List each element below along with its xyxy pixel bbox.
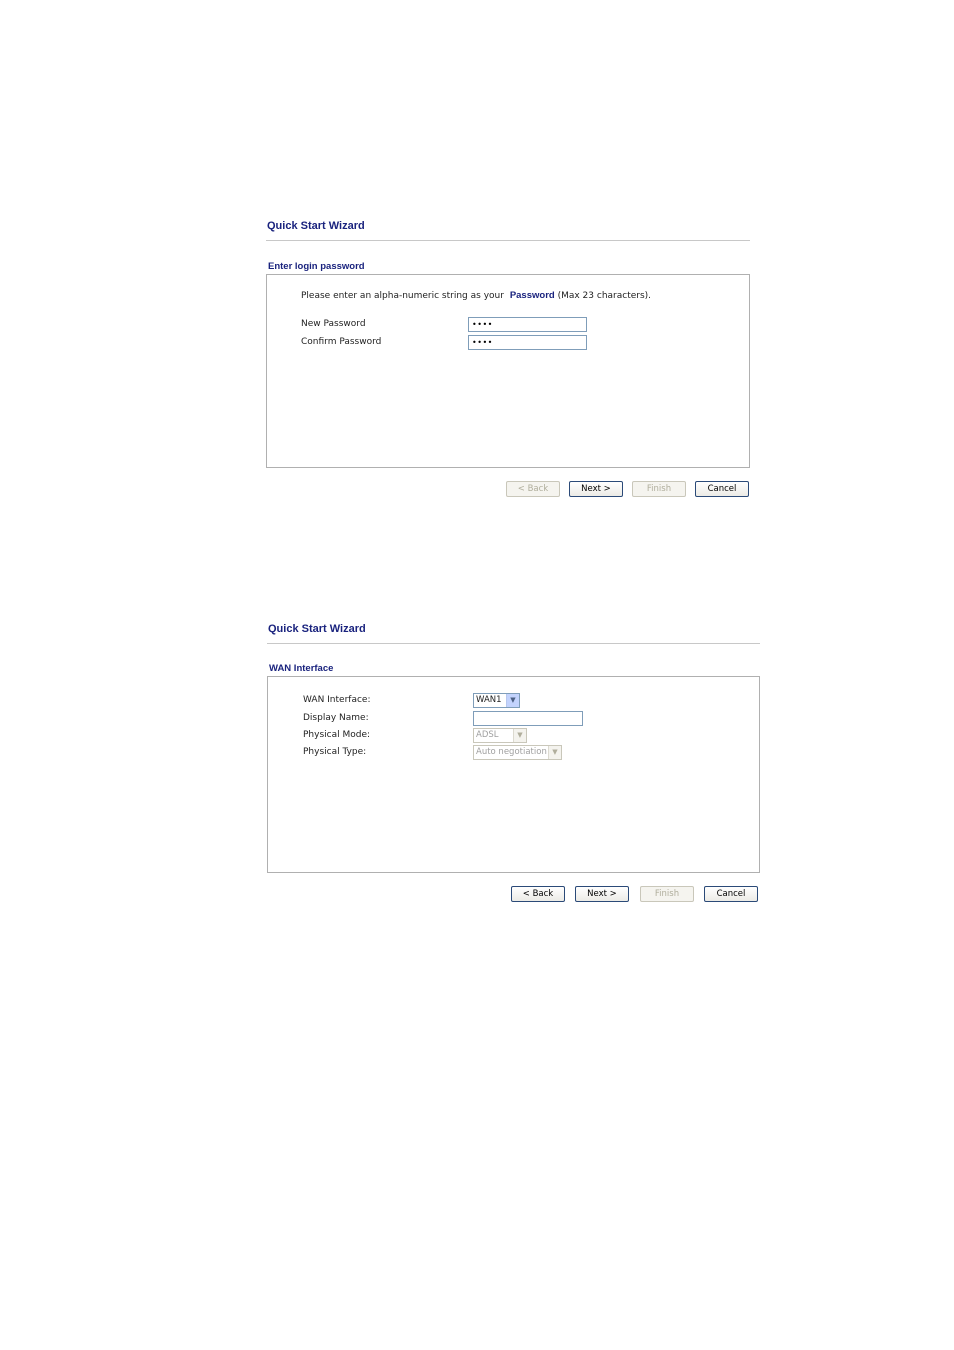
title-divider xyxy=(266,240,750,241)
back-button[interactable]: < Back xyxy=(511,886,565,902)
section-title: Enter login password xyxy=(268,261,365,272)
wan-panel xyxy=(267,676,760,873)
finish-button[interactable]: Finish xyxy=(640,886,694,902)
chevron-down-icon[interactable]: ▼ xyxy=(548,746,561,759)
wan-interface-value: WAN1 xyxy=(476,695,502,705)
button-bar xyxy=(266,481,750,499)
chevron-down-icon[interactable]: ▼ xyxy=(513,729,526,742)
physical-type-label: Physical Type: xyxy=(303,747,367,757)
physical-mode-label: Physical Mode: xyxy=(303,730,371,740)
back-button[interactable]: < Back xyxy=(506,481,560,497)
new-password-field[interactable]: •••• xyxy=(468,317,587,332)
wizard-title: Quick Start Wizard xyxy=(268,623,366,635)
intro-text-main: Please enter an alpha-numeric string as your xyxy=(301,291,504,301)
intro-suffix: (Max 23 characters). xyxy=(557,291,652,301)
display-name-field[interactable] xyxy=(473,711,583,726)
physical-mode-select[interactable] xyxy=(473,728,527,743)
wizard-wan-interface xyxy=(267,621,760,904)
cancel-button[interactable]: Cancel xyxy=(704,886,758,902)
button-bar xyxy=(267,886,760,904)
wizard-title: Quick Start Wizard xyxy=(267,220,365,232)
next-button[interactable]: Next > xyxy=(569,481,623,497)
wan-interface-select[interactable] xyxy=(473,693,520,708)
finish-button[interactable]: Finish xyxy=(632,481,686,497)
wan-interface-label: WAN Interface: xyxy=(303,695,371,705)
confirm-password-field[interactable]: •••• xyxy=(468,335,587,350)
intro-emphasis: Password xyxy=(509,290,555,301)
new-password-label: New Password xyxy=(301,319,366,329)
display-name-label: Display Name: xyxy=(303,713,369,723)
title-divider xyxy=(267,643,760,644)
next-button[interactable]: Next > xyxy=(575,886,629,902)
intro-text xyxy=(301,290,651,301)
confirm-password-label: Confirm Password xyxy=(301,337,382,347)
section-title: WAN Interface xyxy=(269,663,334,674)
password-panel xyxy=(266,274,750,468)
physical-type-select[interactable] xyxy=(473,745,562,760)
physical-type-value: Auto negotiation xyxy=(476,747,547,757)
physical-mode-value: ADSL xyxy=(476,730,499,740)
cancel-button[interactable]: Cancel xyxy=(695,481,749,497)
chevron-down-icon[interactable]: ▼ xyxy=(506,694,519,707)
wizard-login-password xyxy=(266,218,750,499)
